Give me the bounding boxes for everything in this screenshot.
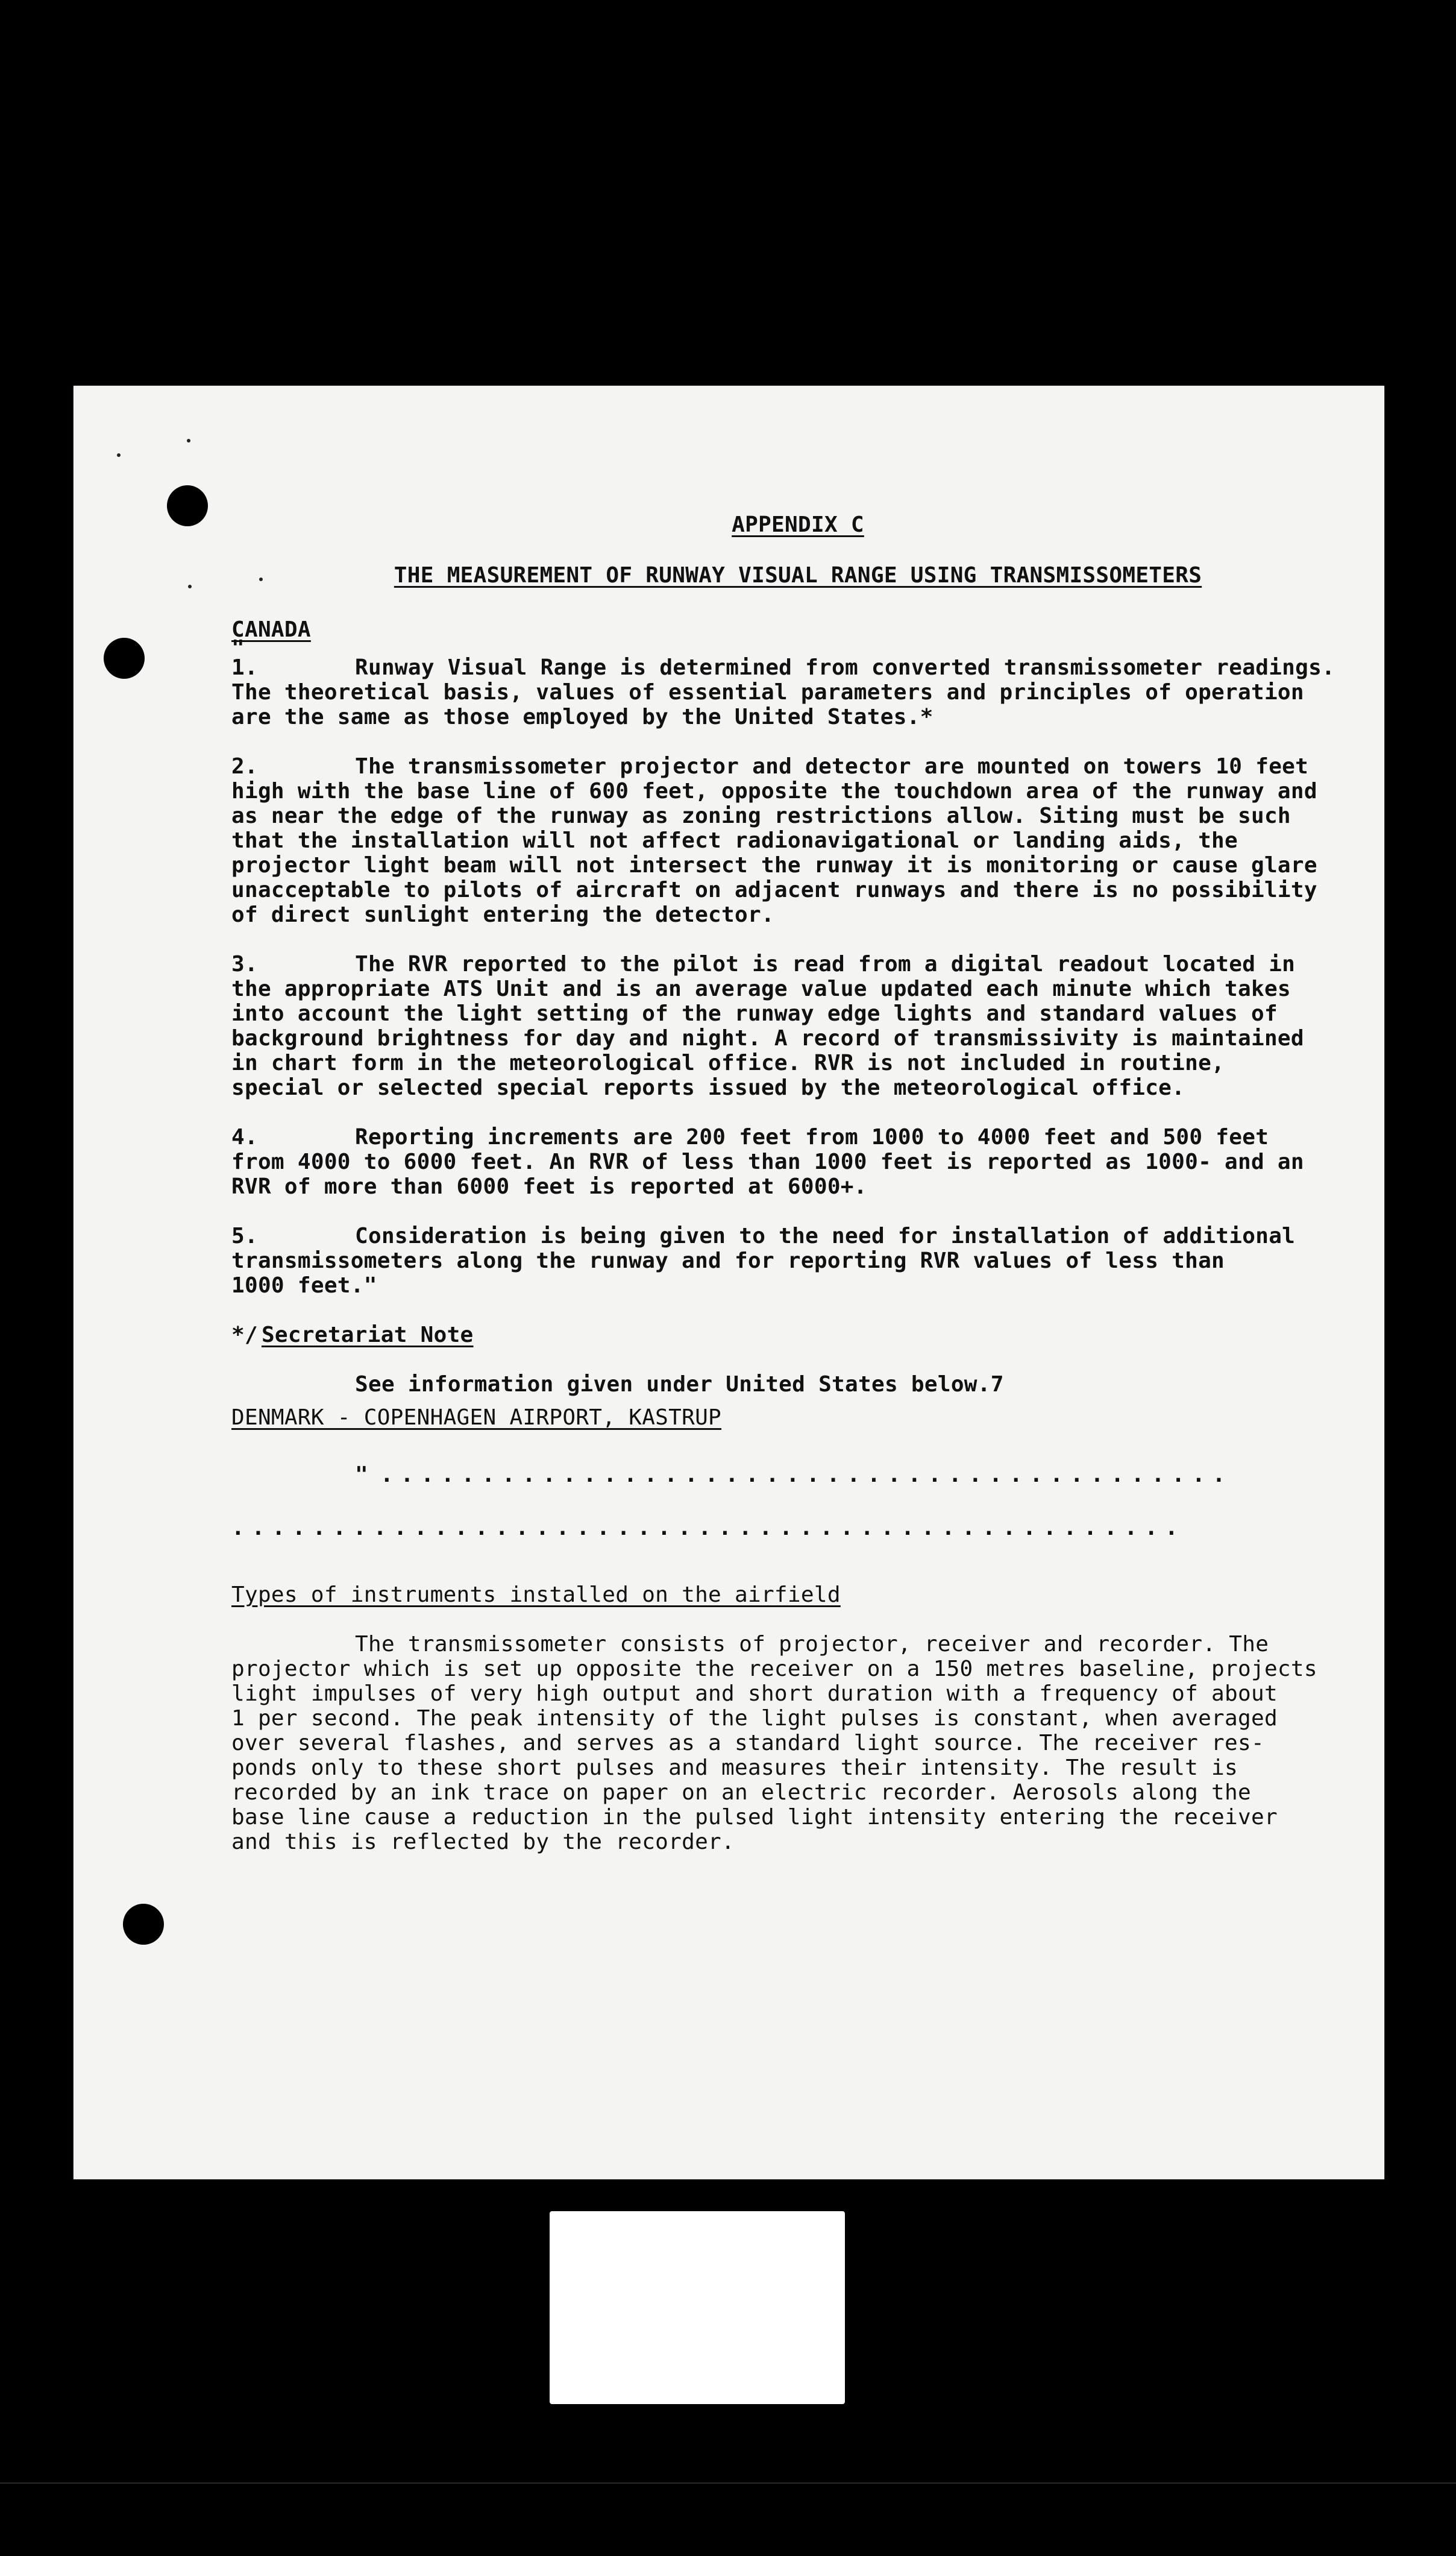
denmark-subheading: Types of instruments installed on the airfield [231,1582,841,1607]
canada-paragraph-1: 1. Runway Visual Range is determined from converted transmissometer readings. The theoretical basis, values of essential parameters and principles of operation are the same as those employed by the United States.* [231,655,1335,729]
speck [187,439,190,442]
canada-paragraph-3: 3. The RVR reported to the pilot is read from a digital readout located in the appropriate ATS Unit and is an average value updated each minute which takes into account the light setting of the runway edge lights and standard values of background brightness for day and night. A record of transmissivity is maintained in chart form in the meteorological office. RVR is not included in routine, special or selected special reports issued by the meteorological office. [231,952,1304,1100]
punch-hole [104,638,145,679]
denmark-heading: DENMARK - COPENHAGEN AIRPORT, KASTRUP [231,1405,722,1430]
blank-label-card [550,2211,845,2404]
omitted-text-line-2: ............................................... [231,1516,1185,1540]
open-quote: " [231,636,245,661]
canada-heading: CANADA [231,617,311,642]
main-title: THE MEASUREMENT OF RUNWAY VISUAL RANGE USING TRANSMISSOMETERS [394,563,1202,588]
secretariat-note-heading: */ Secretariat Note [231,1323,474,1347]
speck [188,585,192,588]
speck [117,453,121,457]
punch-hole [167,485,208,526]
appendix-title: APPENDIX C [732,512,864,537]
punch-hole [123,1904,164,1945]
denmark-paragraph: The transmissometer consists of projector, receiver and recorder. The projector which is set up opposite the receiver on a 150 metres baseline, projects light impulses of very high output and short duration with a frequency of about 1 per second. The peak intensity of the light pulses is constant, when averaged over several flashes, and serves as a standard light source. The receiver res- ponds only to these short pulses and measures their intensity. The result is recorded by an ink trace on paper on an electric recorder. Aerosols along the base line cause a reduction in the pulsed light intensity entering the receiver and this is reflected by the recorder. [231,1632,1317,1854]
secretariat-note-text: See information given under United States below.7 [355,1372,1004,1397]
document-page [74,386,1384,2179]
film-edge-line [0,2482,1456,2484]
document-flow [231,617,1364,1854]
canada-paragraph-2: 2. The transmissometer projector and detector are mounted on towers 10 feet high with the base line of 600 feet, opposite the touchdown area of the runway and as near the edge of the runway as zoning restrictions allow. Siting must be such that the installation will not affect radionavigational or landing aids, the projector light beam will not intersect the runway it is monitoring or cause glare unacceptable to pilots of aircraft on adjacent runways and there is no possibility of direct sunlight entering the detector. [231,754,1317,927]
canada-paragraph-5: 5. Consideration is being given to the need for installation of additional transmissometers along the runway and for reporting RVR values of less than 1000 feet." [231,1224,1296,1298]
canada-paragraph-4: 4. Reporting increments are 200 feet from 1000 to 4000 feet and 500 feet from 4000 to 6000 feet. An RVR of less than 1000 feet is reported as 1000- and an RVR of more than 6000 feet is reported at 6000+. [231,1125,1304,1199]
omitted-text-line-1: " .......................................... [355,1462,1233,1487]
